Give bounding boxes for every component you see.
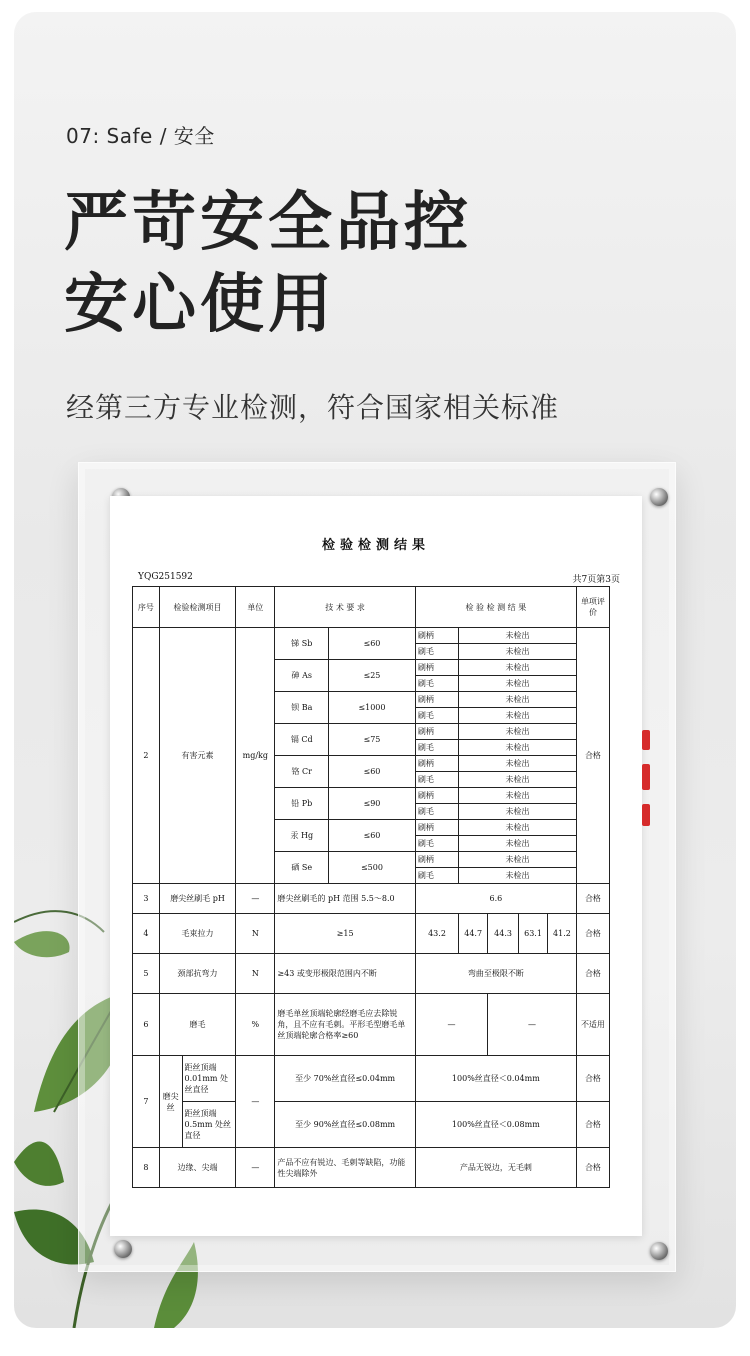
cell-result: 44.7 <box>459 914 488 954</box>
cell-result: 未检出 <box>459 676 577 692</box>
cell-evaluation: 合格 <box>576 1056 609 1102</box>
cell-unit: — <box>236 1056 275 1148</box>
headline-line-2: 安心使用 <box>64 268 336 342</box>
cell-evaluation: 合格 <box>576 628 609 884</box>
cell-result: 未检出 <box>459 804 577 820</box>
screw-bottom-left <box>114 1240 132 1258</box>
cell-result: 41.2 <box>547 914 576 954</box>
cell-requirement: ≥43 或变形极限范围内不断 <box>275 954 415 994</box>
cell-result: 未检出 <box>459 628 577 644</box>
cell-requirement: 产品不应有锐边、毛刺等缺陷，功能性尖端除外 <box>275 1148 415 1188</box>
cell-item: 边缘、尖端 <box>159 1148 235 1188</box>
header-requirement: 技 术 要 求 <box>275 587 415 628</box>
cell-no: 5 <box>133 954 160 994</box>
cell-evaluation: 合格 <box>576 884 609 914</box>
headline <box>64 182 472 346</box>
cell-part: 刷柄 <box>415 756 458 772</box>
cell-result: 未检出 <box>459 660 577 676</box>
cell-evaluation: 合格 <box>576 914 609 954</box>
cell-part: 刷柄 <box>415 820 458 836</box>
cell-unit: — <box>236 1148 275 1188</box>
table-row <box>133 914 610 954</box>
cell-requirement: 至少 70%丝直径≤0.04mm <box>275 1056 415 1102</box>
cell-result: 63.1 <box>519 914 548 954</box>
report-sheet <box>110 496 642 1236</box>
cell-item: 毛束拉力 <box>159 914 235 954</box>
table-row <box>133 1102 610 1148</box>
cell-result: 43.2 <box>415 914 458 954</box>
cell-part: 刷毛 <box>415 708 458 724</box>
cell-sub-item: 距丝顶端 0.01mm 处丝直径 <box>182 1056 236 1102</box>
cell-result: 未检出 <box>459 708 577 724</box>
cell-no: 7 <box>133 1056 160 1148</box>
cell-element-name: 铬 Cr <box>275 756 329 788</box>
report-title: 检验检测结果 <box>321 538 430 553</box>
cell-part: 刷毛 <box>415 804 458 820</box>
table-row <box>133 884 610 914</box>
cell-item: 磨毛 <box>159 994 235 1056</box>
cell-evaluation: 不适用 <box>576 994 609 1056</box>
cell-sub-item: 距丝顶端 0.5mm 处丝直径 <box>182 1102 236 1148</box>
header-evaluation: 单项评价 <box>576 587 609 628</box>
results-table <box>132 586 610 1188</box>
cell-no: 4 <box>133 914 160 954</box>
cell-item: 有害元素 <box>159 628 235 884</box>
cell-requirement: 磨毛单丝顶端轮廓经磨毛应去除锐角，且不应有毛刺。平形毛型磨毛单丝顶端轮廓合格率≥60 <box>275 994 415 1056</box>
report-page-info: 共7页第3页 <box>572 575 620 585</box>
cell-result: 未检出 <box>459 868 577 884</box>
cell-result: 未检出 <box>459 692 577 708</box>
cell-requirement: 磨尖丝刷毛的 pH 范围 5.5～8.0 <box>275 884 415 914</box>
table-row <box>133 628 610 644</box>
cell-evaluation: 合格 <box>576 954 609 994</box>
cell-result: 产品无锐边，无毛刺 <box>415 1148 576 1188</box>
cell-part: 刷柄 <box>415 628 458 644</box>
cell-no: 2 <box>133 628 160 884</box>
cell-part: 刷毛 <box>415 772 458 788</box>
results-table-body <box>133 587 610 1188</box>
cell-part: 刷毛 <box>415 836 458 852</box>
section-label: 07: Safe / 安全 <box>66 124 215 148</box>
cell-result: — <box>488 994 577 1056</box>
header-result: 检 验 检 测 结 果 <box>415 587 576 628</box>
cell-result: 弯曲至极限不断 <box>415 954 576 994</box>
cell-result: 44.3 <box>488 914 519 954</box>
cell-part: 刷柄 <box>415 724 458 740</box>
cell-element-limit: ≤90 <box>329 788 416 820</box>
header-unit: 单位 <box>236 587 275 628</box>
cell-part: 刷毛 <box>415 644 458 660</box>
cell-element-limit: ≤1000 <box>329 692 416 724</box>
cell-element-limit: ≤500 <box>329 852 416 884</box>
cell-part: 刷毛 <box>415 740 458 756</box>
cell-part: 刷柄 <box>415 660 458 676</box>
cell-evaluation: 合格 <box>576 1102 609 1148</box>
cell-result: 未检出 <box>459 788 577 804</box>
header-no: 序号 <box>133 587 160 628</box>
cell-result: 未检出 <box>459 820 577 836</box>
cell-element-limit: ≤60 <box>329 628 416 660</box>
cell-result: 100%丝直径＜0.08mm <box>415 1102 576 1148</box>
cell-element-limit: ≤75 <box>329 724 416 756</box>
cell-unit: — <box>236 884 275 914</box>
cell-element-limit: ≤60 <box>329 820 416 852</box>
report-code: YQG251592 <box>138 572 193 582</box>
screw-top-right <box>650 488 668 506</box>
cell-result: 未检出 <box>459 756 577 772</box>
cell-result: 未检出 <box>459 644 577 660</box>
cell-element-name: 铅 Pb <box>275 788 329 820</box>
cell-part: 刷毛 <box>415 868 458 884</box>
cell-element-limit: ≤60 <box>329 756 416 788</box>
headline-line-1: 严苛安全品控 <box>64 186 472 260</box>
cell-unit: N <box>236 954 275 994</box>
red-stamp-edge <box>642 730 652 850</box>
cell-unit: % <box>236 994 275 1056</box>
cell-part: 刷毛 <box>415 676 458 692</box>
screw-bottom-right <box>650 1242 668 1260</box>
cell-item: 颈部抗弯力 <box>159 954 235 994</box>
cell-result: 未检出 <box>459 852 577 868</box>
subtitle: 经第三方专业检测，符合国家相关标准 <box>66 391 560 424</box>
cell-element-name: 钡 Ba <box>275 692 329 724</box>
table-row <box>133 1056 610 1102</box>
cell-requirement: ≥15 <box>275 914 415 954</box>
cell-part: 刷柄 <box>415 692 458 708</box>
cell-result: 未检出 <box>459 724 577 740</box>
cell-result: 未检出 <box>459 772 577 788</box>
cell-unit: N <box>236 914 275 954</box>
cell-element-name: 硒 Se <box>275 852 329 884</box>
cell-evaluation: 合格 <box>576 1148 609 1188</box>
cell-result: 未检出 <box>459 740 577 756</box>
table-row <box>133 954 610 994</box>
cell-item: 磨尖丝刷毛 pH <box>159 884 235 914</box>
cell-unit: mg/kg <box>236 628 275 884</box>
cell-result: 未检出 <box>459 836 577 852</box>
table-row <box>133 994 610 1056</box>
cell-element-name: 汞 Hg <box>275 820 329 852</box>
cell-element-name: 砷 As <box>275 660 329 692</box>
cell-element-limit: ≤25 <box>329 660 416 692</box>
cell-result: — <box>415 994 487 1056</box>
cell-part: 刷柄 <box>415 852 458 868</box>
cell-result: 6.6 <box>415 884 576 914</box>
cell-part: 刷柄 <box>415 788 458 804</box>
cell-no: 8 <box>133 1148 160 1188</box>
cell-item: 磨尖丝 <box>159 1056 182 1148</box>
cell-element-name: 锑 Sb <box>275 628 329 660</box>
table-header-row <box>133 587 610 628</box>
cell-no: 3 <box>133 884 160 914</box>
header-item: 检验检测项目 <box>159 587 235 628</box>
cell-requirement: 至少 90%丝直径≤0.08mm <box>275 1102 415 1148</box>
cell-no: 6 <box>133 994 160 1056</box>
cell-result: 100%丝直径＜0.04mm <box>415 1056 576 1102</box>
cell-element-name: 镉 Cd <box>275 724 329 756</box>
table-row <box>133 1148 610 1188</box>
